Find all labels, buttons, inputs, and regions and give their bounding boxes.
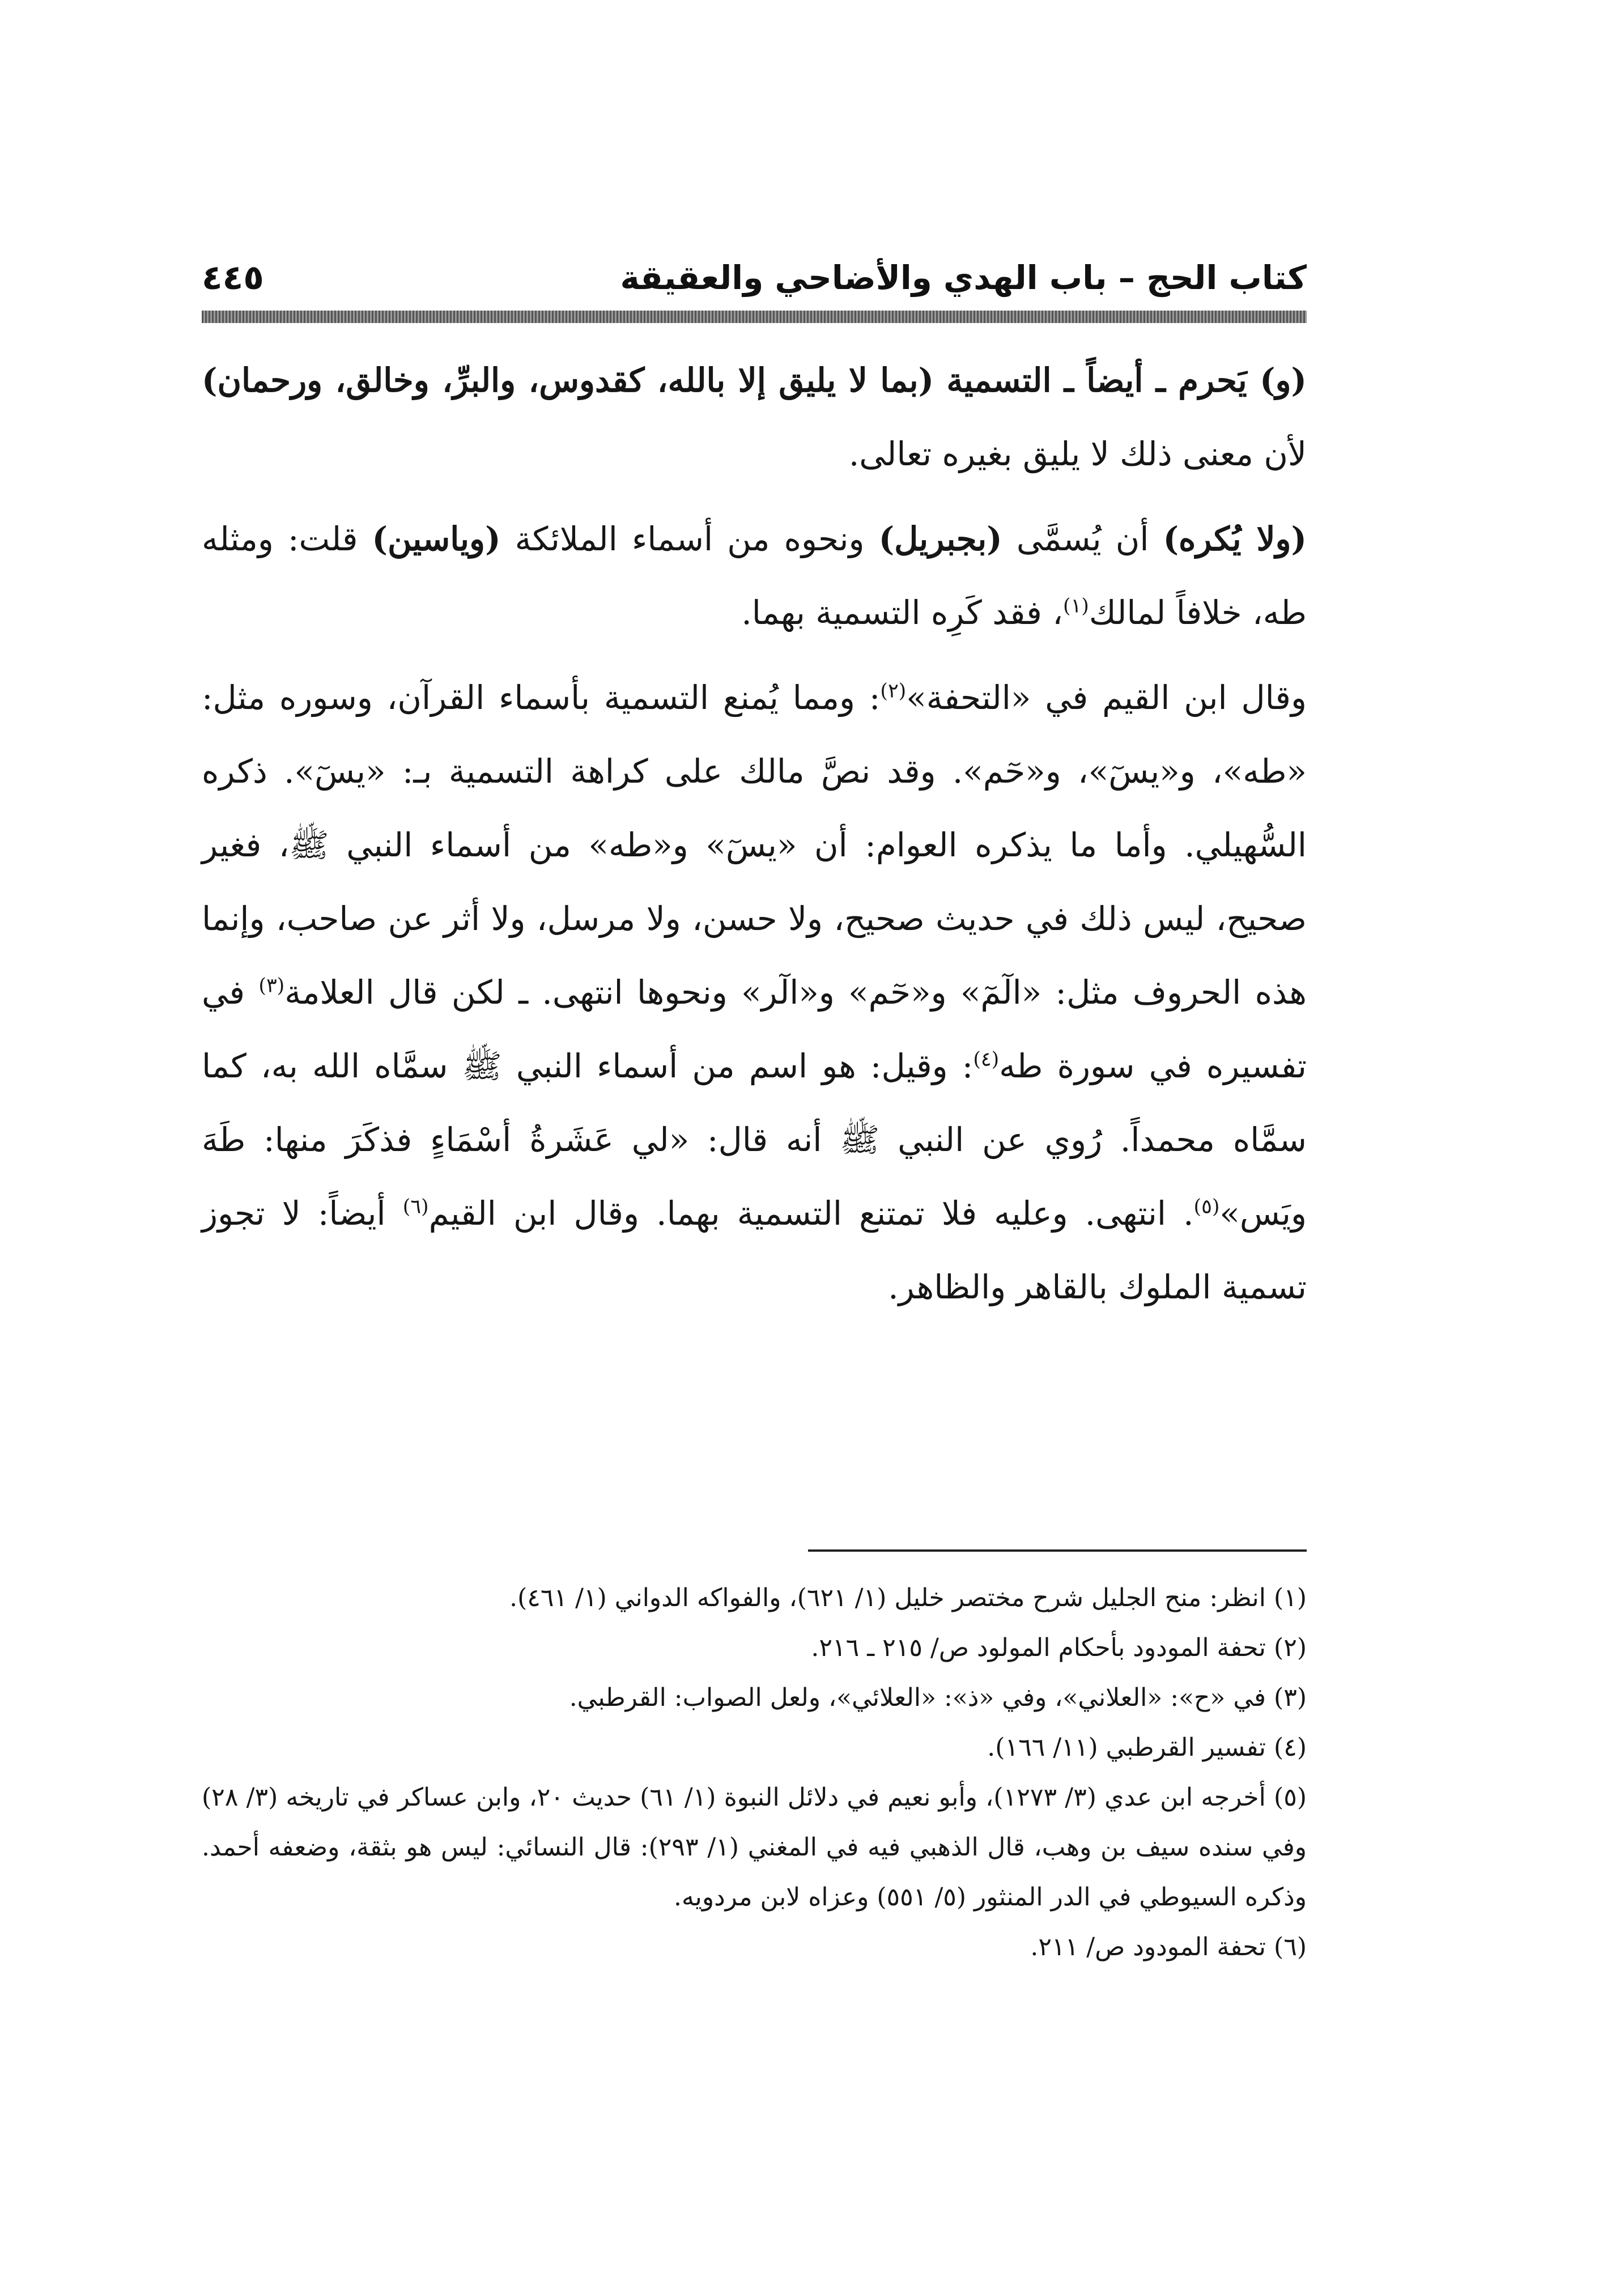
footnote-separator: [808, 1549, 1307, 1552]
text: لأن معنى ذلك لا يليق بغيره تعالى.: [848, 435, 1307, 473]
footnote: (١) انظر: منح الجليل شرح مختصر خليل (١/ ٦٢١)، والفواكه الدواني (١/ ٤٦١).: [509, 1583, 1307, 1612]
text: : وقيل: هو اسم من أسماء النبي ﷺ سمَّاه الله به، كما سمَّاه محمداً. رُوي عن النبي ﷺ أنه قال: «لي عَشَرةُ أسْمَاءٍ فذكَرَ منها: طَهَ ويَس»: [202, 1047, 1307, 1233]
text: وقال ابن القيم في «التحفة»: [906, 678, 1307, 717]
footnote: (٣) في «ح»: «العلاني»، وفي «ذ»: «العلائي»، ولعل الصواب: القرطبي.: [569, 1683, 1307, 1712]
text: أيضاً: لا تجوز تسمية الملوك بالقاهر والظاهر.: [202, 1194, 1307, 1306]
header-rule: [202, 311, 1307, 323]
paragraph: [202, 661, 1307, 1324]
footnote-ref: (٥): [1193, 1195, 1220, 1218]
footnote: (٢) تحفة المودود بأحكام المولود ص/ ٢١٥ ـ ٢١٦.: [811, 1633, 1307, 1662]
page-number: ٤٤٥: [202, 258, 264, 298]
bold-text: (و) يَحرم ـ أيضاً ـ التسمية (بما لا يليق إلا بالله، كقدوس، والبرِّ، وخالق، ورحمان): [202, 361, 1307, 400]
main-text: [202, 343, 1307, 1324]
paragraph: [202, 502, 1307, 649]
bold-text: (بجبريل): [878, 520, 1002, 558]
footnote-ref: (١): [1063, 595, 1089, 618]
text: ونحوه من أسماء الملائكة: [500, 520, 879, 558]
bold-text: (وياسين): [372, 520, 501, 558]
text: في تفسيره في سورة طه: [202, 973, 1307, 1085]
text: ، فقد كَرِه التسمية بهما.: [741, 593, 1063, 632]
page-header: [202, 249, 1307, 306]
footnote-ref: (٦): [402, 1195, 429, 1218]
footnote: (٥) أخرجه ابن عدي (٣/ ١٢٧٣)، وأبو نعيم في دلائل النبوة (١/ ٦١) حديث ٢٠، وابن عساكر في تاريخه (٣/ ٢٨) وفي سنده سيف بن وهب، قال الذهبي فيه في المغني (١/ ٢٩٣): قال النسائي: ليس هو بثقة، وضعفه أحمد. وذكره السيوطي في الدر المنثور (٥/ ٥٥١) وعزاه لابن مردويه.: [202, 1783, 1307, 1912]
paragraph: [202, 343, 1307, 491]
text: : ومما يُمنع التسمية بأسماء القرآن، وسوره مثل: «طه»، و«يسٓ»، و«حٓم». وقد نصَّ مالك على كراهة التسمية بـ: «يسٓ». ذكره السُّهيلي. وأما ما يذكره العوام: أن «يسٓ» و«طه» من أسماء النبي ﷺ، فغير صحيح، ليس ذلك في حديث صحيح، ولا حسن، ولا مرسل، ولا أثر عن صاحب، وإنما هذه الحروف مثل: «الٓمٓ» و«حٓم» و«الٓر» ونحوها انتهى. ـ لكن قال العلامة: [202, 678, 1307, 1012]
footnote: (٤) تفسير القرطبي (١١/ ١٦٦).: [987, 1733, 1307, 1762]
footnote-ref: (٢): [880, 680, 907, 703]
text: أن يُسمَّى: [1002, 520, 1163, 558]
footnote: (٦) تحفة المودود ص/ ٢١١.: [1030, 1933, 1307, 1961]
running-title: كتاب الحج – باب الهدي والأضاحي والعقيقة: [620, 258, 1307, 297]
footnotes: [202, 1573, 1307, 1972]
footnote-ref: (٣): [258, 974, 285, 997]
text: قلت: ومثله طه، خلافاً لمالك: [202, 520, 1307, 632]
footnote-ref: (٤): [973, 1048, 1000, 1071]
text: . انتهى. وعليه فلا تمتنع التسمية بهما. وقال ابن القيم: [428, 1194, 1194, 1233]
bold-text: (ولا يُكره): [1163, 520, 1307, 558]
